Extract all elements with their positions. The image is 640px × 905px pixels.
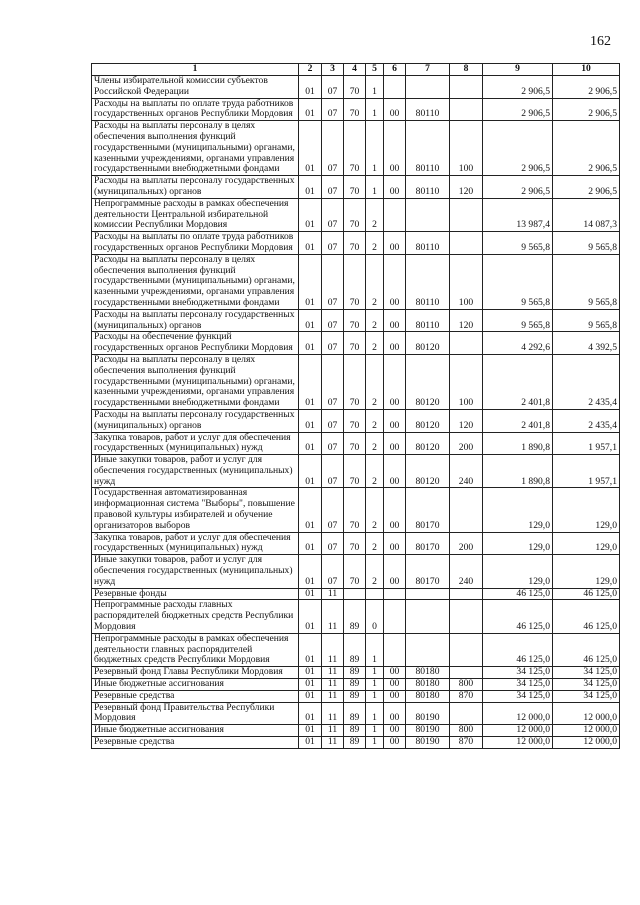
table-body <box>92 76 620 749</box>
amount-cell: 2 906,5 <box>483 121 553 176</box>
code-cell: 00 <box>384 121 406 176</box>
code-cell: 07 <box>322 488 344 532</box>
code-cell: 870 <box>450 690 483 702</box>
amount-cell: 34 125,0 <box>553 667 620 679</box>
code-cell: 01 <box>299 600 322 633</box>
code-cell: 70 <box>344 176 366 199</box>
page-number: 162 <box>590 34 611 49</box>
amount-cell: 46 125,0 <box>483 600 553 633</box>
code-cell: 120 <box>450 176 483 199</box>
code-cell: 2 <box>366 354 384 409</box>
code-cell: 01 <box>299 98 322 121</box>
code-cell: 1 <box>366 725 384 737</box>
item-name-cell: Государственная автоматизированная информационная система "Выборы", повышение правовой культуры избирателей и обучение организаторов выборов <box>92 488 299 532</box>
amount-cell: 1 890,8 <box>483 455 553 488</box>
code-cell: 0 <box>366 600 384 633</box>
code-cell: 00 <box>384 725 406 737</box>
code-cell: 1 <box>366 702 384 725</box>
code-cell: 07 <box>322 455 344 488</box>
item-name-cell: Расходы на выплаты по оплате труда работников государственных органов Республики Мордовия <box>92 98 299 121</box>
amount-cell: 9 565,8 <box>483 309 553 332</box>
item-name-cell: Расходы на выплаты персоналу государственных (муниципальных) органов <box>92 176 299 199</box>
code-cell: 89 <box>344 737 366 749</box>
code-cell: 01 <box>299 332 322 355</box>
item-name-cell: Непрограммные расходы главных распорядителей бюджетных средств Республики Мордовия <box>92 600 299 633</box>
code-cell: 1 <box>366 690 384 702</box>
code-cell: 80180 <box>406 667 450 679</box>
header-cell: 3 <box>322 64 344 76</box>
item-name-cell: Расходы на выплаты персоналу в целях обеспечения выполнения функций государственными (муниципальными) органами, казенными учреждениями, органами управления государственными внебюджетными фондами <box>92 254 299 309</box>
code-cell: 00 <box>384 232 406 255</box>
code-cell: 89 <box>344 725 366 737</box>
amount-cell: 34 125,0 <box>483 667 553 679</box>
code-cell <box>406 198 450 231</box>
header-cell: 2 <box>299 64 322 76</box>
code-cell: 80180 <box>406 690 450 702</box>
code-cell: 11 <box>322 588 344 600</box>
amount-cell: 12 000,0 <box>553 725 620 737</box>
code-cell <box>406 76 450 99</box>
code-cell: 80110 <box>406 176 450 199</box>
amount-cell: 9 565,8 <box>483 254 553 309</box>
code-cell: 70 <box>344 232 366 255</box>
code-cell: 70 <box>344 354 366 409</box>
code-cell: 100 <box>450 254 483 309</box>
code-cell: 80120 <box>406 332 450 355</box>
code-cell: 200 <box>450 532 483 555</box>
amount-cell: 2 906,5 <box>553 98 620 121</box>
code-cell: 70 <box>344 488 366 532</box>
code-cell: 00 <box>384 432 406 455</box>
header-cell: 9 <box>483 64 553 76</box>
item-name-cell: Резервные средства <box>92 690 299 702</box>
code-cell: 01 <box>299 232 322 255</box>
amount-cell: 12 000,0 <box>483 702 553 725</box>
item-name-cell: Непрограммные расходы в рамках обеспечения деятельности главных распорядителей бюджетных средств Республики Мордовия <box>92 633 299 666</box>
amount-cell: 1 957,1 <box>553 455 620 488</box>
code-cell: 80180 <box>406 679 450 691</box>
item-name-cell: Резервные средства <box>92 737 299 749</box>
table-row <box>92 432 620 455</box>
code-cell: 07 <box>322 98 344 121</box>
table-row <box>92 176 620 199</box>
code-cell: 1 <box>366 679 384 691</box>
code-cell: 89 <box>344 679 366 691</box>
code-cell: 00 <box>384 679 406 691</box>
code-cell: 2 <box>366 555 384 588</box>
code-cell <box>450 488 483 532</box>
code-cell: 00 <box>384 176 406 199</box>
code-cell: 70 <box>344 409 366 432</box>
code-cell: 89 <box>344 702 366 725</box>
code-cell: 80120 <box>406 409 450 432</box>
code-cell <box>450 667 483 679</box>
code-cell: 00 <box>384 690 406 702</box>
code-cell: 80120 <box>406 455 450 488</box>
code-cell: 07 <box>322 254 344 309</box>
item-name-cell: Иные бюджетные ассигнования <box>92 679 299 691</box>
code-cell: 80120 <box>406 354 450 409</box>
table-row <box>92 737 620 749</box>
code-cell: 800 <box>450 679 483 691</box>
code-cell: 80170 <box>406 555 450 588</box>
code-cell: 1 <box>366 737 384 749</box>
amount-cell: 46 125,0 <box>553 600 620 633</box>
amount-cell: 2 906,5 <box>553 121 620 176</box>
code-cell: 800 <box>450 725 483 737</box>
table-row <box>92 488 620 532</box>
table-row <box>92 679 620 691</box>
code-cell: 01 <box>299 309 322 332</box>
code-cell: 07 <box>322 232 344 255</box>
code-cell: 07 <box>322 432 344 455</box>
amount-cell: 12 000,0 <box>483 737 553 749</box>
code-cell: 70 <box>344 455 366 488</box>
code-cell: 89 <box>344 633 366 666</box>
amount-cell: 34 125,0 <box>553 690 620 702</box>
table-row <box>92 702 620 725</box>
code-cell: 07 <box>322 121 344 176</box>
header-cell: 10 <box>553 64 620 76</box>
code-cell: 00 <box>384 702 406 725</box>
code-cell: 120 <box>450 409 483 432</box>
item-name-cell: Иные закупки товаров, работ и услуг для обеспечения государственных (муниципальных) нужд <box>92 455 299 488</box>
amount-cell: 129,0 <box>483 555 553 588</box>
code-cell: 120 <box>450 309 483 332</box>
code-cell: 01 <box>299 532 322 555</box>
code-cell: 01 <box>299 690 322 702</box>
code-cell <box>450 588 483 600</box>
header-row <box>92 64 620 76</box>
amount-cell: 34 125,0 <box>483 690 553 702</box>
code-cell: 11 <box>322 737 344 749</box>
amount-cell: 9 565,8 <box>483 232 553 255</box>
code-cell: 07 <box>322 176 344 199</box>
code-cell: 11 <box>322 725 344 737</box>
code-cell: 2 <box>366 409 384 432</box>
code-cell <box>450 76 483 99</box>
code-cell: 2 <box>366 532 384 555</box>
code-cell: 2 <box>366 254 384 309</box>
code-cell: 100 <box>450 121 483 176</box>
amount-cell: 9 565,8 <box>553 309 620 332</box>
amount-cell: 129,0 <box>553 555 620 588</box>
code-cell: 11 <box>322 633 344 666</box>
code-cell: 01 <box>299 354 322 409</box>
amount-cell: 129,0 <box>483 488 553 532</box>
code-cell: 240 <box>450 555 483 588</box>
code-cell: 01 <box>299 488 322 532</box>
amount-cell: 129,0 <box>553 532 620 555</box>
code-cell: 70 <box>344 198 366 231</box>
amount-cell: 12 000,0 <box>483 725 553 737</box>
code-cell <box>450 600 483 633</box>
amount-cell: 2 906,5 <box>483 76 553 99</box>
code-cell: 89 <box>344 600 366 633</box>
code-cell: 07 <box>322 354 344 409</box>
code-cell: 70 <box>344 332 366 355</box>
code-cell: 100 <box>450 354 483 409</box>
code-cell: 2 <box>366 198 384 231</box>
code-cell: 2 <box>366 332 384 355</box>
code-cell: 1 <box>366 76 384 99</box>
code-cell: 01 <box>299 409 322 432</box>
code-cell: 80190 <box>406 737 450 749</box>
code-cell <box>344 588 366 600</box>
code-cell: 70 <box>344 121 366 176</box>
table-row <box>92 690 620 702</box>
code-cell: 2 <box>366 455 384 488</box>
header-cell: 5 <box>366 64 384 76</box>
code-cell: 80110 <box>406 232 450 255</box>
code-cell: 80170 <box>406 488 450 532</box>
code-cell <box>384 600 406 633</box>
code-cell <box>450 232 483 255</box>
table-row <box>92 254 620 309</box>
code-cell: 200 <box>450 432 483 455</box>
code-cell: 00 <box>384 667 406 679</box>
code-cell: 01 <box>299 633 322 666</box>
code-cell: 80110 <box>406 309 450 332</box>
code-cell: 80110 <box>406 98 450 121</box>
code-cell: 01 <box>299 432 322 455</box>
table-row <box>92 455 620 488</box>
table-row <box>92 633 620 666</box>
code-cell: 01 <box>299 198 322 231</box>
amount-cell: 46 125,0 <box>553 633 620 666</box>
code-cell: 01 <box>299 679 322 691</box>
header-cell: 4 <box>344 64 366 76</box>
amount-cell: 2 435,4 <box>553 354 620 409</box>
item-name-cell: Иные бюджетные ассигнования <box>92 725 299 737</box>
code-cell: 80110 <box>406 254 450 309</box>
code-cell: 70 <box>344 555 366 588</box>
code-cell: 01 <box>299 588 322 600</box>
item-name-cell: Расходы на выплаты персоналу государственных (муниципальных) органов <box>92 309 299 332</box>
amount-cell: 2 435,4 <box>553 409 620 432</box>
code-cell: 1 <box>366 121 384 176</box>
code-cell: 00 <box>384 737 406 749</box>
code-cell: 01 <box>299 667 322 679</box>
amount-cell: 1 890,8 <box>483 432 553 455</box>
code-cell <box>406 600 450 633</box>
code-cell: 01 <box>299 254 322 309</box>
code-cell <box>450 198 483 231</box>
code-cell: 00 <box>384 555 406 588</box>
amount-cell: 46 125,0 <box>553 588 620 600</box>
code-cell: 00 <box>384 332 406 355</box>
code-cell <box>450 98 483 121</box>
table-row <box>92 309 620 332</box>
code-cell <box>450 332 483 355</box>
code-cell: 89 <box>344 667 366 679</box>
code-cell: 2 <box>366 432 384 455</box>
amount-cell: 2 906,5 <box>483 176 553 199</box>
code-cell: 07 <box>322 555 344 588</box>
code-cell: 00 <box>384 309 406 332</box>
code-cell: 00 <box>384 488 406 532</box>
code-cell <box>384 588 406 600</box>
amount-cell: 14 087,3 <box>553 198 620 231</box>
item-name-cell: Непрограммные расходы в рамках обеспечения деятельности Центральной избирательной комиссии Республики Мордовия <box>92 198 299 231</box>
table-row <box>92 667 620 679</box>
code-cell <box>384 76 406 99</box>
code-cell: 2 <box>366 232 384 255</box>
amount-cell: 12 000,0 <box>553 702 620 725</box>
table-row <box>92 409 620 432</box>
budget-table <box>91 63 620 749</box>
code-cell: 1 <box>366 98 384 121</box>
amount-cell: 46 125,0 <box>483 588 553 600</box>
code-cell: 80190 <box>406 725 450 737</box>
code-cell: 00 <box>384 354 406 409</box>
code-cell: 89 <box>344 690 366 702</box>
code-cell: 11 <box>322 702 344 725</box>
code-cell: 1 <box>366 633 384 666</box>
item-name-cell: Члены избирательной комиссии субъектов Российской Федерации <box>92 76 299 99</box>
table-row <box>92 198 620 231</box>
table-row <box>92 232 620 255</box>
header-cell: 6 <box>384 64 406 76</box>
amount-cell: 9 565,8 <box>553 232 620 255</box>
code-cell: 00 <box>384 254 406 309</box>
table-row <box>92 600 620 633</box>
amount-cell: 34 125,0 <box>553 679 620 691</box>
code-cell: 80120 <box>406 432 450 455</box>
code-cell: 07 <box>322 532 344 555</box>
amount-cell: 13 987,4 <box>483 198 553 231</box>
code-cell: 11 <box>322 690 344 702</box>
code-cell: 01 <box>299 737 322 749</box>
table-row <box>92 98 620 121</box>
item-name-cell: Расходы на выплаты персоналу государственных (муниципальных) органов <box>92 409 299 432</box>
code-cell: 11 <box>322 600 344 633</box>
code-cell <box>406 633 450 666</box>
code-cell: 00 <box>384 455 406 488</box>
table-row <box>92 76 620 99</box>
code-cell: 80110 <box>406 121 450 176</box>
header-cell: 7 <box>406 64 450 76</box>
item-name-cell: Закупка товаров, работ и услуг для обеспечения государственных (муниципальных) нужд <box>92 432 299 455</box>
amount-cell: 9 565,8 <box>553 254 620 309</box>
item-name-cell: Расходы на обеспечение функций государственных органов Республики Мордовия <box>92 332 299 355</box>
header-cell: 1 <box>92 64 299 76</box>
table-row <box>92 588 620 600</box>
code-cell: 01 <box>299 121 322 176</box>
code-cell: 2 <box>366 309 384 332</box>
table-row <box>92 725 620 737</box>
table-row <box>92 532 620 555</box>
code-cell: 07 <box>322 198 344 231</box>
amount-cell: 2 906,5 <box>553 176 620 199</box>
code-cell: 01 <box>299 702 322 725</box>
item-name-cell: Расходы на выплаты персоналу в целях обеспечения выполнения функций государственными (муниципальными) органами, казенными учреждениями, органами управления государственными внебюджетными фондами <box>92 121 299 176</box>
item-name-cell: Закупка товаров, работ и услуг для обеспечения государственных (муниципальных) нужд <box>92 532 299 555</box>
code-cell: 01 <box>299 555 322 588</box>
amount-cell: 2 906,5 <box>483 98 553 121</box>
code-cell: 07 <box>322 309 344 332</box>
amount-cell: 12 000,0 <box>553 737 620 749</box>
table-row <box>92 555 620 588</box>
item-name-cell: Резервный фонд Главы Республики Мордовия <box>92 667 299 679</box>
code-cell: 00 <box>384 409 406 432</box>
code-cell: 07 <box>322 76 344 99</box>
code-cell: 70 <box>344 98 366 121</box>
table-header <box>92 64 620 76</box>
code-cell <box>366 588 384 600</box>
code-cell: 01 <box>299 725 322 737</box>
code-cell: 00 <box>384 532 406 555</box>
code-cell <box>406 588 450 600</box>
table-row <box>92 121 620 176</box>
table-row <box>92 332 620 355</box>
item-name-cell: Резервные фонды <box>92 588 299 600</box>
header-cell: 8 <box>450 64 483 76</box>
item-name-cell: Резервный фонд Правительства Республики Мордовия <box>92 702 299 725</box>
code-cell: 07 <box>322 332 344 355</box>
amount-cell: 4 392,5 <box>553 332 620 355</box>
code-cell: 01 <box>299 455 322 488</box>
table-row <box>92 354 620 409</box>
code-cell <box>450 633 483 666</box>
amount-cell: 129,0 <box>553 488 620 532</box>
code-cell: 11 <box>322 679 344 691</box>
amount-cell: 129,0 <box>483 532 553 555</box>
amount-cell: 2 906,5 <box>553 76 620 99</box>
code-cell: 870 <box>450 737 483 749</box>
code-cell: 1 <box>366 667 384 679</box>
code-cell: 00 <box>384 98 406 121</box>
amount-cell: 34 125,0 <box>483 679 553 691</box>
code-cell: 70 <box>344 76 366 99</box>
amount-cell: 4 292,6 <box>483 332 553 355</box>
code-cell <box>384 198 406 231</box>
amount-cell: 1 957,1 <box>553 432 620 455</box>
code-cell: 70 <box>344 254 366 309</box>
code-cell: 2 <box>366 488 384 532</box>
item-name-cell: Иные закупки товаров, работ и услуг для обеспечения государственных (муниципальных) нужд <box>92 555 299 588</box>
item-name-cell: Расходы на выплаты персоналу в целях обеспечения выполнения функций государственными (муниципальными) органами, казенными учреждениями, органами управления государственными внебюджетными фондами <box>92 354 299 409</box>
code-cell: 70 <box>344 432 366 455</box>
code-cell <box>384 633 406 666</box>
code-cell: 70 <box>344 532 366 555</box>
code-cell: 1 <box>366 176 384 199</box>
code-cell: 70 <box>344 309 366 332</box>
item-name-cell: Расходы на выплаты по оплате труда работников государственных органов Республики Мордовия <box>92 232 299 255</box>
code-cell: 240 <box>450 455 483 488</box>
code-cell: 80190 <box>406 702 450 725</box>
code-cell: 01 <box>299 176 322 199</box>
amount-cell: 46 125,0 <box>483 633 553 666</box>
code-cell: 11 <box>322 667 344 679</box>
code-cell: 80170 <box>406 532 450 555</box>
code-cell: 07 <box>322 409 344 432</box>
amount-cell: 2 401,8 <box>483 409 553 432</box>
amount-cell: 2 401,8 <box>483 354 553 409</box>
code-cell: 01 <box>299 76 322 99</box>
code-cell <box>450 702 483 725</box>
